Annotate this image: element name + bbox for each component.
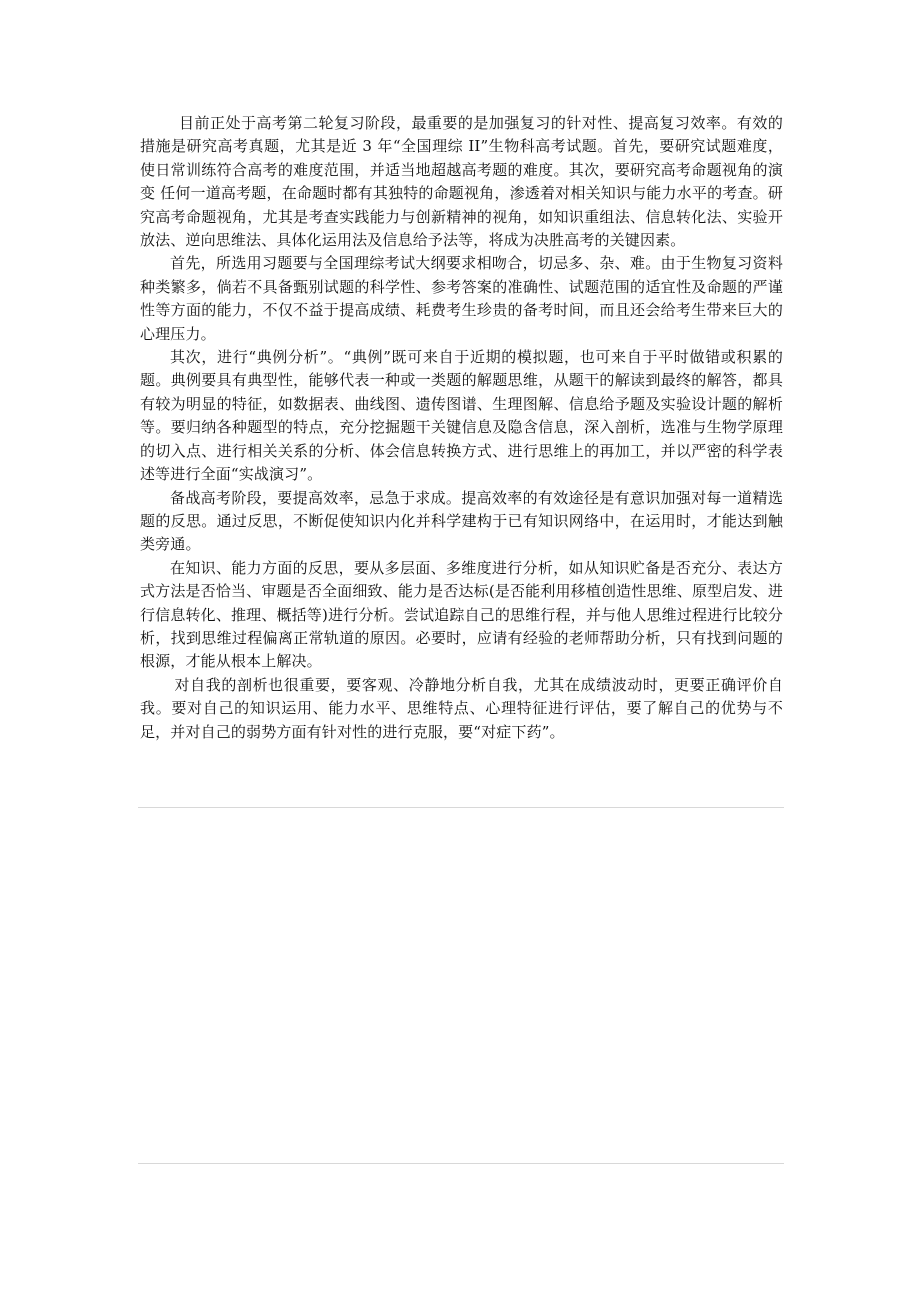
- section-divider-top: [138, 807, 784, 808]
- paragraph-intro: 目前正处于高考第二轮复习阶段，最重要的是加强复习的针对性、提高复习效率。有效的措施是研究高考真题，尤其是近 3 年“全国理综 II”生物科高考试题。首先，要研究试题难度，使日常训练符合高考的难度范围，并适当地超越高考题的难度。其次，要研究高考命题视角的演变 任何一道高考题，在命题时都有其独特的命题视角，渗透着对相关知识与能力水平的考查。研究高考命题视角，尤其是考查实践能力与创新精神的视角，如知识重组法、信息转化法、实验开放法、逆向思维法、具体化运用法及信息给予法等，将成为决胜高考的关键因素。: [140, 114, 783, 250]
- paragraph-efficiency: 备战高考阶段，要提高效率，忌急于求成。提高效率的有效途径是有意识加强对每一道精选题的反思。通过反思，不断促使知识内化并科学建构于已有知识网络中，在运用时，才能达到触类旁通。: [140, 488, 783, 554]
- section-divider-bottom: [138, 1163, 784, 1164]
- paragraph-exercise-selection: 首先，所选用习题要与全国理综考试大纲要求相吻合，切忌多、杂、难。由于生物复习资料种类繁多，倘若不具备甄别试题的科学性、参考答案的准确性、试题范围的适宜性及命题的严谨性等方面的能力，不仅不益于提高成绩、耗费考生珍贵的备考时间，而且还会给考生带来巨大的心理压力。: [140, 254, 783, 343]
- paragraph-self-analysis: 对自我的剖析也很重要，要客观、冷静地分析自我，尤其在成绩波动时，更要正确评价自我。要对自己的知识运用、能力水平、思维特点、心理特征进行评估，要了解自己的优势与不足，并对自己的弱势方面有针对性的进行克服，要“对症下药”。: [140, 675, 783, 741]
- paragraph-reflection: 在知识、能力方面的反思，要从多层面、多维度进行分析，如从知识贮备是否充分、表达方式方法是否恰当、审题是否全面细致、能力是否达标(是否能利用移植创造性思维、原型启发、进行信息转化、推理、概括等)进行分析。尝试追踪自己的思维行程，并与他人思维过程进行比较分析，找到思维过程偏离正常轨道的原因。必要时，应请有经验的老师帮助分析，只有找到问题的根源，才能从根本上解决。: [140, 558, 783, 671]
- document-body: [140, 112, 783, 744]
- paragraph-typical-examples: 其次，进行“典例分析”。“典例”既可来自于近期的模拟题，也可来自于平时做错或积累的题。典例要具有典型性，能够代表一种或一类题的解题思维，从题干的解读到最终的解答，都具有较为明显的特征，如数据表、曲线图、遗传图谱、生理图解、信息给予题及实验设计题的解析等。要归纳各种题型的特点，充分挖掘题干关键信息及隐含信息，深入剖析，选准与生物学原理的切入点、进行相关关系的分析、体会信息转换方式、进行思维上的再加工，并以严密的科学表述等进行全面“实战演习”。: [140, 348, 783, 484]
